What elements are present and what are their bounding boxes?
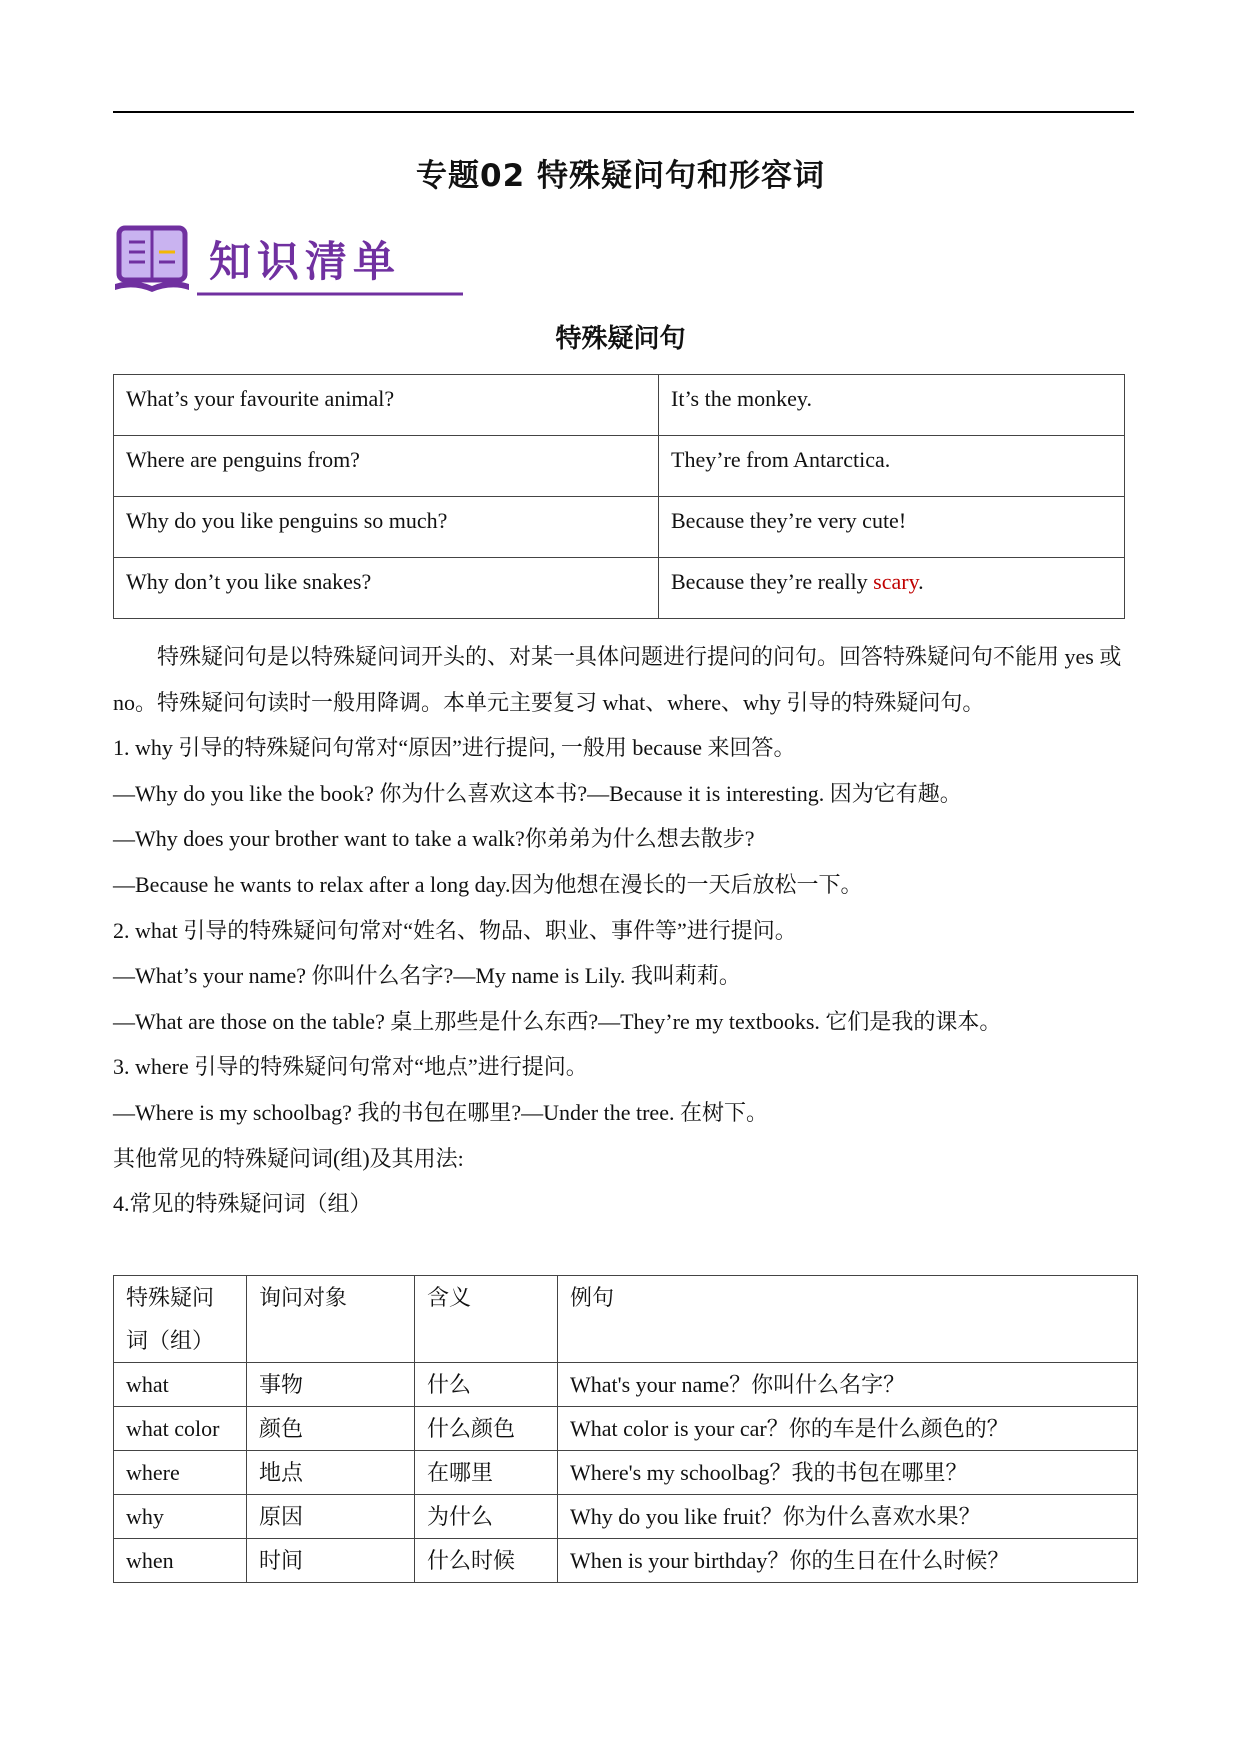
body-line: —Why does your brother want to take a walk?你弟弟为什么想去散步?	[113, 826, 755, 852]
answer-cell: They’re from Antarctica.	[659, 436, 1125, 497]
body-line: 其他常见的特殊疑问词(组)及其用法:	[113, 1145, 464, 1171]
table-row	[114, 375, 1125, 436]
qa-table	[113, 374, 1125, 619]
answer-cell: Because they’re very cute!	[659, 497, 1125, 558]
table-cell: 时间	[247, 1539, 415, 1583]
header-cell: 特殊疑问词（组）	[114, 1276, 247, 1363]
knowledge-list-banner	[113, 222, 473, 304]
document-title: 专题02 特殊疑问句和形容词	[416, 158, 825, 194]
table-cell: 什么颜色	[415, 1407, 558, 1451]
table-row	[114, 436, 1125, 497]
table-cell: when	[114, 1539, 247, 1583]
table-row	[114, 1363, 1138, 1407]
table-cell: 事物	[247, 1363, 415, 1407]
intro-paragraph: 特殊疑问句是以特殊疑问词开头的、对某一具体问题进行提问的问句。回答特殊疑问句不能用 yes 或 no。特殊疑问句读时一般用降调。本单元主要复习 what、where、why 引导的特殊疑问句。	[113, 644, 1122, 715]
table-cell: What's your name？你叫什么名字？	[558, 1363, 1138, 1407]
explanation-text	[113, 634, 1135, 1227]
table-cell: what	[114, 1363, 247, 1407]
header-cell: 含义	[415, 1276, 558, 1363]
table-row	[114, 497, 1125, 558]
header-rule	[113, 111, 1134, 113]
table-row	[114, 558, 1125, 619]
table-cell: Why do you like fruit？你为什么喜欢水果？	[558, 1495, 1138, 1539]
question-cell: What’s your favourite animal?	[114, 375, 659, 436]
body-line: 2. what 引导的特殊疑问句常对“姓名、物品、职业、事件等”进行提问。	[113, 917, 797, 943]
table-row	[114, 1407, 1138, 1451]
answer-cell: It’s the monkey.	[659, 375, 1125, 436]
table-cell: 颜色	[247, 1407, 415, 1451]
table-cell: 地点	[247, 1451, 415, 1495]
body-line: —Because he wants to relax after a long day.因为他想在漫长的一天后放松一下。	[113, 871, 863, 897]
table-header-row	[114, 1276, 1138, 1363]
question-cell: Why don’t you like snakes?	[114, 558, 659, 619]
table-cell: What color is your car？你的车是什么颜色的？	[558, 1407, 1138, 1451]
body-line: —What are those on the table? 桌上那些是什么东西?—They’re my textbooks. 它们是我的课本。	[113, 1008, 1002, 1034]
table-cell: 原因	[247, 1495, 415, 1539]
table-cell: 在哪里	[415, 1451, 558, 1495]
header-cell: 例句	[558, 1276, 1138, 1363]
body-line: —Where is my schoolbag? 我的书包在哪里?—Under the tree. 在树下。	[113, 1099, 768, 1125]
body-line: 4.常见的特殊疑问词（组）	[113, 1191, 372, 1217]
table-row	[114, 1539, 1138, 1583]
table-cell: 为什么	[415, 1495, 558, 1539]
highlighted-word: scary	[873, 569, 919, 594]
table-row	[114, 1451, 1138, 1495]
banner-text: 知识清单	[209, 237, 402, 286]
table-cell: Where's my schoolbag？我的书包在哪里？	[558, 1451, 1138, 1495]
answer-cell: Because they’re really scary.	[659, 558, 1125, 619]
table-cell: When is your birthday？你的生日在什么时候？	[558, 1539, 1138, 1583]
question-cell: Where are penguins from?	[114, 436, 659, 497]
header-cell: 询问对象	[247, 1276, 415, 1363]
body-line: —Why do you like the book? 你为什么喜欢这本书?—Because it is interesting. 因为它有趣。	[113, 780, 962, 806]
question-cell: Why do you like penguins so much?	[114, 497, 659, 558]
body-line: 3. where 引导的特殊疑问句常对“地点”进行提问。	[113, 1054, 588, 1080]
table-cell: 什么	[415, 1363, 558, 1407]
table-cell: why	[114, 1495, 247, 1539]
open-book-icon	[115, 228, 189, 292]
body-line: 1. why 引导的特殊疑问句常对“原因”进行提问, 一般用 because 来回答。	[113, 735, 796, 761]
body-line: —What’s your name? 你叫什么名字?—My name is Lily. 我叫莉莉。	[113, 963, 741, 989]
table-row	[114, 1495, 1138, 1539]
question-words-table	[113, 1275, 1138, 1583]
table-cell: 什么时候	[415, 1539, 558, 1583]
section-title: 特殊疑问句	[555, 324, 686, 354]
table-cell: what color	[114, 1407, 247, 1451]
table-cell: where	[114, 1451, 247, 1495]
